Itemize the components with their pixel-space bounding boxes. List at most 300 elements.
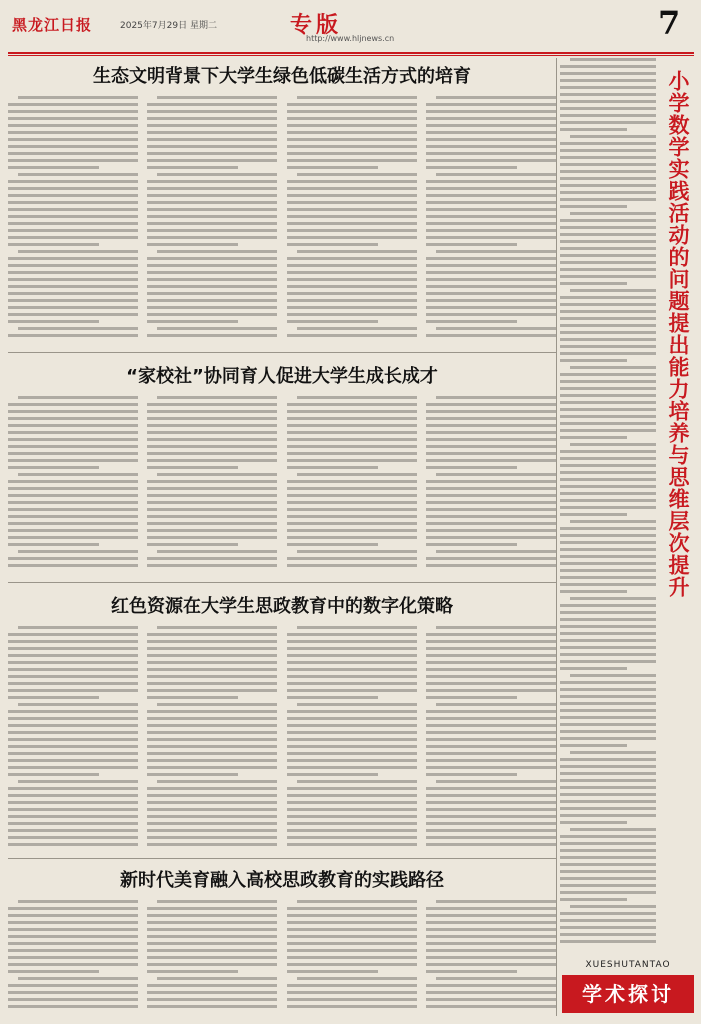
article-body: [8, 626, 556, 852]
text-line: [147, 921, 277, 924]
text-line: [287, 536, 417, 539]
text-line: [147, 654, 277, 657]
text-line: [426, 752, 556, 755]
text-line: [287, 410, 417, 413]
text-line: [287, 752, 417, 755]
text-line: [426, 991, 556, 994]
text-line: [147, 152, 277, 155]
text-line: [287, 306, 417, 309]
text-line: [560, 604, 656, 607]
text-line: [426, 696, 517, 699]
website-link[interactable]: http://www.hljnews.cn: [306, 34, 395, 43]
text-line: [147, 942, 277, 945]
text-line: [560, 198, 656, 201]
text-line: [157, 703, 277, 706]
text-line: [287, 403, 417, 406]
text-line: [560, 548, 656, 551]
text-line: [560, 331, 656, 334]
text-line: [436, 550, 556, 553]
page-header: [8, 6, 694, 50]
text-line: [8, 647, 138, 650]
text-line: [147, 103, 277, 106]
text-column: [8, 626, 138, 852]
text-line: [287, 836, 417, 839]
text-line: [147, 998, 277, 1001]
text-line: [560, 884, 656, 887]
text-line: [560, 786, 656, 789]
text-line: [147, 640, 277, 643]
text-line: [147, 236, 277, 239]
page-number: 7: [658, 4, 681, 42]
text-line: [287, 187, 417, 190]
text-line: [436, 173, 556, 176]
article-body: [8, 900, 556, 1012]
text-line: [8, 306, 138, 309]
text-line: [8, 180, 138, 183]
text-line: [147, 299, 277, 302]
text-line: [426, 334, 556, 337]
text-line: [287, 278, 417, 281]
text-line: [426, 487, 556, 490]
text-line: [287, 508, 417, 511]
text-line: [560, 226, 656, 229]
text-line: [8, 543, 99, 546]
text-line: [287, 334, 417, 337]
text-line: [8, 675, 138, 678]
text-line: [560, 296, 656, 299]
text-line: [560, 163, 656, 166]
text-line: [297, 626, 417, 629]
text-line: [436, 703, 556, 706]
text-line: [560, 716, 656, 719]
text-line: [560, 121, 656, 124]
text-line: [560, 205, 627, 208]
text-line: [287, 257, 417, 260]
text-line: [560, 254, 656, 257]
article-divider: [8, 858, 556, 859]
text-line: [426, 928, 556, 931]
text-line: [157, 327, 277, 330]
text-line: [8, 928, 138, 931]
text-line: [287, 271, 417, 274]
text-line: [560, 793, 656, 796]
text-line: [560, 478, 656, 481]
text-line: [147, 1005, 277, 1008]
text-line: [287, 166, 378, 169]
text-line: [560, 373, 656, 376]
text-line: [147, 543, 238, 546]
text-line: [426, 466, 517, 469]
text-line: [8, 334, 138, 337]
text-line: [8, 984, 138, 987]
text-line: [8, 299, 138, 302]
text-line: [560, 240, 656, 243]
text-line: [8, 515, 138, 518]
text-line: [8, 208, 138, 211]
text-line: [426, 278, 556, 281]
text-line: [147, 914, 277, 917]
text-line: [570, 135, 656, 138]
text-line: [8, 278, 138, 281]
text-line: [8, 166, 99, 169]
text-line: [426, 306, 556, 309]
text-line: [287, 991, 417, 994]
text-line: [157, 96, 277, 99]
text-line: [287, 668, 417, 671]
article-headline: “家校社”协同育人促进大学生成长成才: [126, 366, 438, 387]
text-line: [18, 173, 138, 176]
text-line: [426, 236, 556, 239]
text-line: [560, 632, 656, 635]
text-line: [147, 243, 238, 246]
text-line: [560, 65, 656, 68]
text-line: [8, 508, 138, 511]
text-line: [147, 984, 277, 987]
text-line: [8, 963, 138, 966]
text-line: [287, 963, 417, 966]
text-line: [287, 647, 417, 650]
text-line: [8, 907, 138, 910]
text-line: [8, 991, 138, 994]
text-line: [560, 513, 627, 516]
text-line: [8, 640, 138, 643]
text-line: [426, 452, 556, 455]
text-line: [147, 696, 238, 699]
text-line: [426, 843, 556, 846]
text-line: [147, 787, 277, 790]
text-line: [287, 201, 417, 204]
text-line: [287, 731, 417, 734]
article-divider: [8, 352, 556, 353]
text-line: [560, 394, 656, 397]
text-line: [147, 278, 277, 281]
text-line: [287, 984, 417, 987]
text-line: [147, 522, 277, 525]
text-line: [8, 271, 138, 274]
text-line: [287, 480, 417, 483]
text-line: [147, 313, 277, 316]
text-line: [560, 702, 656, 705]
text-line: [18, 780, 138, 783]
text-line: [147, 557, 277, 560]
text-line: [287, 633, 417, 636]
text-line: [287, 935, 417, 938]
text-line: [426, 738, 556, 741]
text-line: [8, 724, 138, 727]
text-column: [560, 58, 656, 948]
text-line: [147, 815, 277, 818]
text-line: [560, 247, 656, 250]
article-headline: 红色资源在大学生思政教育中的数字化策略: [111, 596, 453, 617]
text-line: [147, 759, 277, 762]
text-line: [560, 170, 656, 173]
text-line: [560, 653, 656, 656]
text-line: [147, 991, 277, 994]
text-line: [8, 773, 99, 776]
text-line: [147, 689, 277, 692]
text-line: [287, 661, 417, 664]
text-line: [147, 438, 277, 441]
text-line: [560, 681, 656, 684]
text-line: [157, 550, 277, 553]
text-line: [560, 499, 656, 502]
text-line: [18, 626, 138, 629]
text-line: [8, 222, 138, 225]
text-line: [8, 501, 138, 504]
text-column: [426, 626, 556, 852]
text-line: [560, 814, 656, 817]
text-line: [147, 459, 277, 462]
text-line: [8, 187, 138, 190]
section-title: 专版: [290, 12, 343, 38]
text-line: [560, 317, 656, 320]
text-line: [8, 564, 138, 567]
text-line: [287, 808, 417, 811]
text-column: [426, 900, 556, 1012]
text-line: [426, 543, 517, 546]
text-line: [426, 759, 556, 762]
text-line: [560, 534, 656, 537]
text-line: [8, 696, 99, 699]
text-line: [560, 324, 656, 327]
text-line: [560, 408, 656, 411]
text-line: [560, 492, 656, 495]
text-column: [287, 396, 417, 576]
text-line: [8, 124, 138, 127]
text-line: [18, 327, 138, 330]
text-line: [8, 159, 138, 162]
text-line: [287, 654, 417, 657]
text-line: [426, 257, 556, 260]
text-line: [287, 675, 417, 678]
text-line: [147, 907, 277, 910]
text-column: [8, 396, 138, 576]
text-line: [570, 905, 656, 908]
text-line: [560, 310, 656, 313]
text-line: [426, 271, 556, 274]
text-line: [560, 933, 656, 936]
text-line: [287, 829, 417, 832]
text-line: [560, 429, 656, 432]
text-line: [147, 766, 277, 769]
text-line: [560, 345, 656, 348]
text-line: [8, 145, 138, 148]
text-line: [287, 417, 417, 420]
text-line: [560, 114, 656, 117]
text-line: [18, 900, 138, 903]
text-line: [426, 921, 556, 924]
text-line: [147, 403, 277, 406]
text-line: [426, 935, 556, 938]
text-line: [8, 452, 138, 455]
text-line: [8, 682, 138, 685]
text-line: [147, 180, 277, 183]
side-column: [560, 58, 694, 1016]
text-line: [287, 110, 417, 113]
text-column: [8, 96, 138, 346]
text-line: [147, 201, 277, 204]
text-line: [426, 654, 556, 657]
text-line: [560, 856, 656, 859]
text-line: [570, 366, 656, 369]
text-line: [426, 984, 556, 987]
text-line: [426, 515, 556, 518]
text-line: [147, 466, 238, 469]
text-line: [147, 138, 277, 141]
text-column: [147, 900, 277, 1012]
text-line: [426, 766, 556, 769]
text-line: [8, 215, 138, 218]
text-line: [147, 264, 277, 267]
text-line: [8, 403, 138, 406]
text-line: [297, 250, 417, 253]
text-line: [8, 459, 138, 462]
text-line: [426, 431, 556, 434]
main-content: [8, 58, 556, 1016]
text-line: [147, 963, 277, 966]
text-line: [426, 417, 556, 420]
text-line: [426, 710, 556, 713]
text-line: [147, 801, 277, 804]
text-line: [147, 292, 277, 295]
text-line: [147, 194, 277, 197]
side-article-body: [560, 58, 656, 948]
text-line: [147, 808, 277, 811]
text-line: [426, 180, 556, 183]
text-line: [560, 562, 656, 565]
text-line: [287, 285, 417, 288]
text-line: [287, 738, 417, 741]
text-line: [436, 780, 556, 783]
text-column: [147, 626, 277, 852]
text-column: [147, 396, 277, 576]
text-line: [560, 72, 656, 75]
text-line: [426, 459, 556, 462]
text-line: [560, 835, 656, 838]
header-rule: [8, 52, 694, 54]
text-line: [287, 801, 417, 804]
text-line: [560, 723, 656, 726]
text-line: [570, 443, 656, 446]
text-line: [426, 633, 556, 636]
text-line: [560, 506, 656, 509]
text-line: [426, 717, 556, 720]
text-line: [157, 626, 277, 629]
text-line: [426, 536, 556, 539]
text-line: [8, 956, 138, 959]
text-line: [8, 822, 138, 825]
text-line: [560, 401, 656, 404]
text-line: [287, 921, 417, 924]
text-line: [426, 131, 556, 134]
text-line: [436, 327, 556, 330]
text-line: [560, 891, 656, 894]
text-line: [426, 724, 556, 727]
text-line: [147, 110, 277, 113]
text-line: [570, 674, 656, 677]
text-line: [8, 292, 138, 295]
text-line: [147, 257, 277, 260]
text-line: [147, 208, 277, 211]
text-line: [287, 564, 417, 567]
text-line: [8, 942, 138, 945]
text-line: [287, 194, 417, 197]
text-line: [8, 759, 138, 762]
text-line: [8, 243, 99, 246]
text-line: [560, 695, 656, 698]
text-line: [560, 926, 656, 929]
text-line: [436, 96, 556, 99]
text-line: [147, 773, 238, 776]
text-line: [8, 787, 138, 790]
article-body: [8, 396, 556, 576]
text-line: [147, 928, 277, 931]
text-line: [570, 597, 656, 600]
text-line: [426, 675, 556, 678]
text-line: [560, 86, 656, 89]
text-line: [426, 508, 556, 511]
text-line: [8, 536, 138, 539]
text-line: [287, 907, 417, 910]
text-line: [147, 508, 277, 511]
text-line: [560, 107, 656, 110]
text-line: [560, 688, 656, 691]
text-line: [287, 459, 417, 462]
text-line: [426, 410, 556, 413]
text-line: [426, 745, 556, 748]
text-line: [560, 870, 656, 873]
text-line: [287, 515, 417, 518]
text-line: [147, 494, 277, 497]
text-line: [570, 58, 656, 61]
text-line: [287, 159, 417, 162]
text-line: [426, 138, 556, 141]
text-line: [560, 744, 627, 747]
text-line: [560, 555, 656, 558]
text-line: [570, 520, 656, 523]
text-line: [287, 438, 417, 441]
text-line: [147, 187, 277, 190]
text-line: [287, 942, 417, 945]
text-line: [8, 131, 138, 134]
header-rule-thin: [8, 55, 694, 56]
text-line: [8, 836, 138, 839]
text-line: [147, 752, 277, 755]
text-line: [287, 696, 378, 699]
text-line: [287, 787, 417, 790]
text-line: [560, 919, 656, 922]
text-line: [8, 103, 138, 106]
text-line: [147, 145, 277, 148]
text-line: [147, 745, 277, 748]
text-line: [147, 285, 277, 288]
text-line: [8, 731, 138, 734]
text-line: [147, 633, 277, 636]
text-line: [426, 145, 556, 148]
text-line: [287, 487, 417, 490]
text-line: [287, 522, 417, 525]
text-line: [297, 96, 417, 99]
text-line: [287, 152, 417, 155]
text-line: [287, 222, 417, 225]
text-line: [8, 522, 138, 525]
text-line: [560, 275, 656, 278]
text-line: [426, 229, 556, 232]
text-line: [8, 745, 138, 748]
text-line: [287, 759, 417, 762]
text-line: [560, 100, 656, 103]
text-line: [8, 970, 99, 973]
